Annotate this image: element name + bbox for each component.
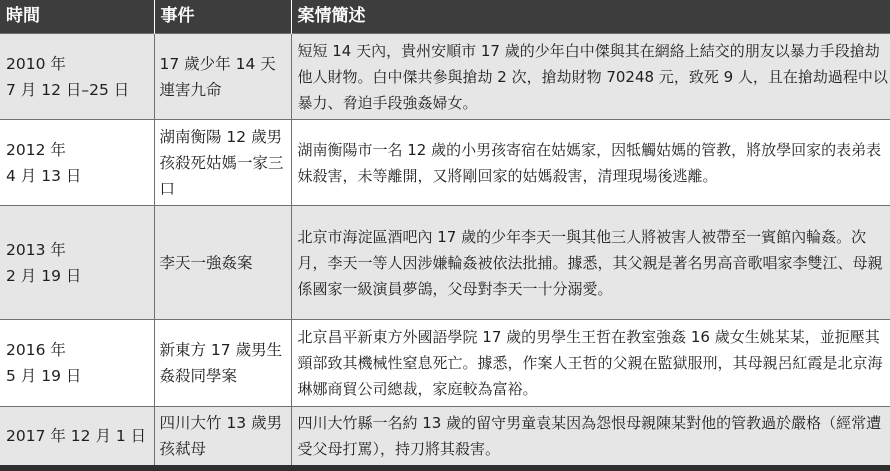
cell-description: 北京市海淀區酒吧內 17 歲的少年李天一與其他三人將被害人被帶至一賓館內輪姦。次月，李天一等人因涉嫌輪姦被依法批捕。據悉，其父親是著名男高音歌唱家李雙江、母親係國家一級演員夢鴿，父母對李天一十分溺愛。 bbox=[291, 206, 890, 320]
cell-time: 2017 年 12 月 1 日 bbox=[0, 407, 154, 465]
cell-time: 2016 年 5 月 19 日 bbox=[0, 320, 154, 407]
table-row bbox=[0, 320, 890, 407]
cell-event: 新東方 17 歲男生姦殺同學案 bbox=[154, 320, 291, 407]
table-row bbox=[0, 120, 890, 206]
header-time: 時間 bbox=[0, 0, 154, 34]
table-row bbox=[0, 206, 890, 320]
cell-description: 湖南衡陽市一名 12 歲的小男孩寄宿在姑媽家，因牴觸姑媽的管教，將放學回家的表弟表妹殺害，未等離開，又將剛回家的姑媽殺害，清理現場後逃離。 bbox=[291, 120, 890, 206]
cell-description: 短短 14 天內，貴州安順市 17 歲的少年白中傑與其在網絡上結交的朋友以暴力手段搶劫他人財物。白中傑共參與搶劫 2 次，搶劫財物 70248 元，致死 9 人，且在搶劫過程中以暴力、脅迫手段強姦婦女。 bbox=[291, 34, 890, 120]
cell-time: 2013 年 2 月 19 日 bbox=[0, 206, 154, 320]
cell-description: 四川大竹縣一名約 13 歲的留守男童袁某因為怨恨母親陳某對他的管教過於嚴格（經常遭受父母打罵），持刀將其殺害。 bbox=[291, 407, 890, 465]
header-row bbox=[0, 0, 890, 34]
cell-event: 17 歲少年 14 天連害九命 bbox=[154, 34, 291, 120]
cell-time: 2012 年 4 月 13 日 bbox=[0, 120, 154, 206]
table-header bbox=[0, 0, 890, 34]
header-description: 案情簡述 bbox=[297, 6, 366, 26]
header-event: 事件 bbox=[154, 0, 291, 34]
table-bottom-rule bbox=[0, 465, 890, 471]
table-row bbox=[0, 34, 890, 120]
table-row bbox=[0, 407, 890, 465]
cell-description: 北京昌平新東方外國語學院 17 歲的男學生王哲在教室強姦 16 歲女生姚某某，並扼壓其頸部致其機械性窒息死亡。據悉，作案人王哲的父親在監獄服刑，其母親呂紅霞是北京海琳娜商貿公司總裁，家庭較為富裕。 bbox=[291, 320, 890, 407]
cell-time: 2010 年 7 月 12 日–25 日 bbox=[0, 34, 154, 120]
cell-event: 四川大竹 13 歲男孩弒母 bbox=[154, 407, 291, 465]
cell-event: 李天一強姦案 bbox=[154, 206, 291, 320]
table-body bbox=[0, 34, 890, 465]
cell-event: 湖南衡陽 12 歲男孩殺死姑媽一家三口 bbox=[154, 120, 291, 206]
